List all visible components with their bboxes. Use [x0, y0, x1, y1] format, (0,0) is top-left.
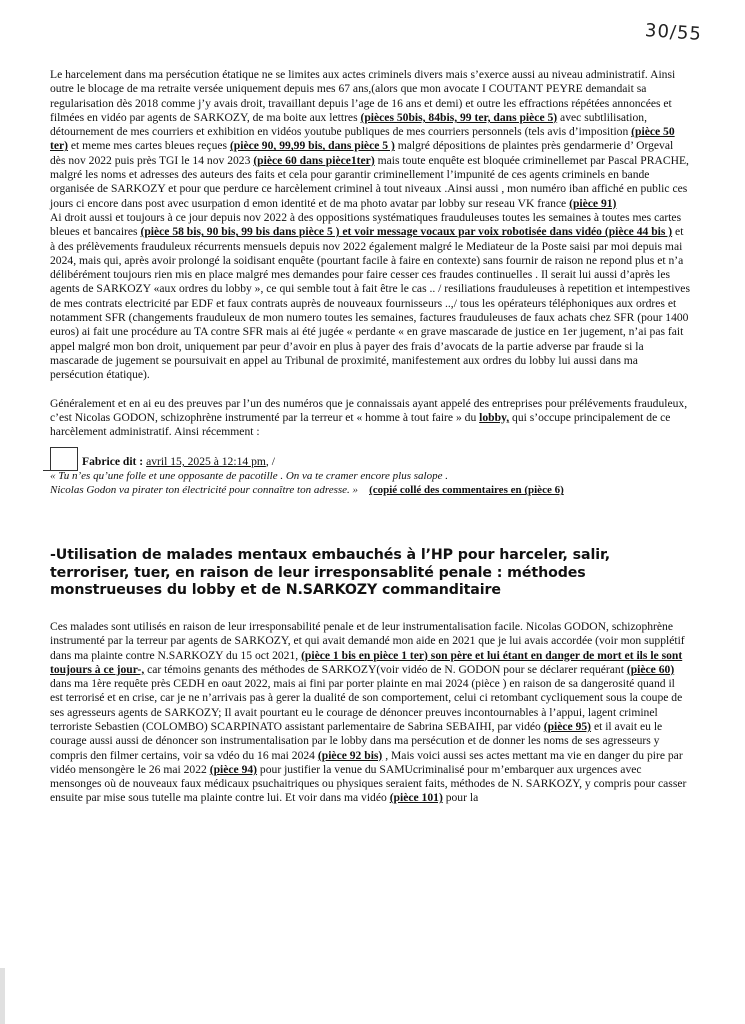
piece-reference: (pièce 91) [569, 196, 617, 210]
piece-reference: (pièce 95) [543, 720, 592, 733]
text-run: qui s’occupe principalement de ce harcèlement administratif. Ainsi récemment : [50, 410, 671, 439]
text-run: pour la [442, 791, 479, 805]
text-run: pour justifier la venue du SAMUcriminalisé pour m’embarquer aux urgences avec mensonges où de nouveaux faux médicaux psuchaitriques ou physiques seraient faits, méthodes de N. SARKOZY, y compris pour casser ensuite par mise sous tutelle ma plainte contre lui. Et voir dans ma vidéo [50, 762, 687, 805]
text-run: malgré dépositions de plaintes près gendarmerie d’ Orgeval dès nov 2022 puis près TGI le 14 nov 2023 [50, 139, 674, 167]
quote-line: « Tu n’es qu’une folle et une opposante de pacotille . On va te cramer encore plus salope . [50, 470, 448, 483]
piece-reference: (pièce 90, 99,99 bis, dans pièce 5 ) [229, 139, 395, 153]
piece-reference: (pièce 1 bis en pièce 1 ter) son père et lui étant en danger de mort et ils le sont toujours à ce jour-, [50, 648, 683, 676]
piece-reference: (pièce 60) [626, 662, 675, 676]
section-heading: -Utilisation de malades mentaux embauchés à l’HP pour harceler, salir, terroriser, tuer, en raison de leur irresponsablité penale : méthodes monstrueuses du lobby et de N.SARKOZY commanditaire [50, 547, 611, 599]
text-run: et meme mes cartes bleues reçues [68, 139, 230, 153]
page-number: 30/55 [644, 20, 703, 45]
paragraph-administrative-harassment [50, 68, 690, 211]
quoted-comment [50, 469, 690, 497]
piece-reference: (pièce 50 ter) [50, 125, 675, 153]
scan-edge [0, 968, 5, 1024]
text-run: car témoins genants des méthodes de SARKOZY(voir vidéo de N. GODON pour se déclarer requérant [144, 662, 627, 676]
text-run: mais toute enquête est bloquée criminellemet par Pascal PRACHE, malgré les noms et adresses des auteurs des faits et cela pour garantir criminellement l’impunité de ces agents criminels en bande organisée de SARKOZY et pour que perdure ce harcèlement criminel à tout niveaux .Ainsi aussi , mon numéro iban affiché en public ces jours ci encore dans post avec usurpation d emon identité et de ma photo avatar par lobby sur reseau VK france [50, 153, 689, 210]
text-run: et il avait eu le courage aussi aussi de dénoncer son instrumentalisation par le lobby dans ma persécution et de donner les noms de ses agresseurs y compris den filmer certains, voir sa vdéo du 16 mai 2024 [50, 720, 663, 762]
text-run: Ces malades sont utilisés en raison de leur irresponsabilité penale et de leur instrumentalisation facile. Nicolas GODON, schizophrène instrumenté par la terreur par agents de SARKOZY, et qui avait demandé mon aide en 2021 que je lui avais accordée (voir mon supplétif dans ma plainte contre N.SARKOZY du 15 oct 2021, [50, 619, 685, 662]
underlined-word: lobby, [479, 410, 510, 424]
piece-reference: (pièce 60 dans pièce1ter) [253, 153, 375, 167]
checkbox-mark [50, 447, 78, 471]
paragraph-godon-role [50, 397, 690, 440]
piece-reference: (pièce 101) [389, 791, 443, 805]
piece-reference: (copié collé des commentaires en (pièce 6) [369, 484, 564, 497]
document-body [50, 68, 690, 806]
text-run: avec subtlilisation, détournement de mes courriers et exhibition en vidéos youtube publiques de mes courriers personnels (tels avis d’imposition [50, 110, 647, 139]
quote-date: avril 15, 2025 à 12:14 pm [146, 455, 266, 469]
piece-reference: (pièces 50bis, 84bis, 99 ter, dans pièce 5) [360, 110, 558, 124]
text-run: Généralement et en ai eu des preuves par l’un des numéros que je connaissais ayant appelé des entreprises pour prélévements frauduleux, c’est Nicolas GODON, schizophrène instrumenté par la terreur et « homme à tout faire » du [50, 396, 688, 424]
piece-reference: (pièce 92 bis) [317, 748, 383, 762]
paragraph-bank-oppositions [50, 211, 690, 383]
text-run: Ai droit aussi et toujours à ce jour depuis nov 2022 à des oppositions systématiques frauduleuses toutes les semaines à toutes mes cartes bleues et bancaires [50, 210, 682, 239]
piece-reference: (pièce 58 bis, 90 bis, 99 bis dans pièce 5 ) et voir message vocaux par voix robotisée dans vidéo (pièce 44 bis ) [140, 225, 673, 239]
quote-line: Nicolas Godon va pirater ton électricité pour connaître ton adresse. » [50, 484, 359, 497]
text-run: Le harcelement dans ma persécution étatique ne se limites aux actes criminels divers mais s’exerce aussi au niveau administratif. Ainsi outre le blocage de ma retraite versée uniquement depuis mes 67 ans,(alors que mon avocate I COUTANT PEYRE demandait sa regularisation dès 2018 comme j’y avais droit, travaillant depuis l’age de 16 ans et demi) et outre les effractions répétées annoncées et filmées en vidéo par agents de SARKOZY, de ma boite aux lettres [50, 68, 676, 124]
text-run: , Mais voici aussi ses actes mettant ma vie en danger du pire par vidéo mensongère le 26 mai 2022 [50, 748, 683, 776]
piece-reference: (pièce 94) [209, 762, 258, 776]
text-run: dans ma 1ère requête près CEDH en oaut 2022, mais ai fini par porter plainte en mai 2024 (pièce ) en raison de sa dangerosité quand il est terrorisé et en crise, car je ne n’arrivais pas à gerer la dualité de son comportement, celui ci retombant cycliquement sous la coupe de ses agresseurs agents de SARKOZY; Il avait pourtant eu le courage de dénoncer preuves incontournables à l’appui, lagent criminel terroriste Sebastien (COLOMBO) SCARPINATO assistant parlementaire de Sabrina SEBAIHI, par vidéo [50, 677, 683, 733]
quote-date-suffix: , / [265, 455, 275, 469]
quote-header [50, 445, 690, 469]
quote-author: Fabrice dit : [82, 455, 144, 469]
text-run: et à des prélèvements frauduleux récurrents mensuels depuis nov 2022 également malgré le Mediateur de la Poste saisi par moi depuis mai 2024, mais qui, après avoir prolongé la soidisant enquête (pourtant facile à faire en contexte) sans fournir de raison ne repond plus et n’a délibérément toujours rien mis en place malgré mes demandes pour faire cesser ces fraudes continuelles . Il serait lui aussi d’après les agents de SARKOZY «aux ordres du lobby », ce qui semble tout à fait être le cas .. / resiliations frauduleuses à repetition et intempestives de mes contrats electricité par EDF et faux contrats auprès de nouveaux fournisseurs ..,/ tous les opérateurs téléphoniques aux ordres et notamment SFR (changements frauduleux de mon numero toutes les semaines, factures frauduleuses de faux achats chez SFR (pour 1400 euros) ai fait une procédure au TA contre SFR mais ai été jugée « perdante « en grave mascarade de justice en 1er jugement, n’ai pas fait appel malgré mon bon droit, uniquement par peur d’avoir en plus à payer des frais d’avocats de la partie adverse par fraude si la mascarade de jugement se poursuivait en appel au Tribunal de proximité, manifestement aux ordres du lobby lui aussi dans ma persécution étatique). [50, 225, 690, 382]
paragraph-mental-patients [50, 620, 690, 806]
